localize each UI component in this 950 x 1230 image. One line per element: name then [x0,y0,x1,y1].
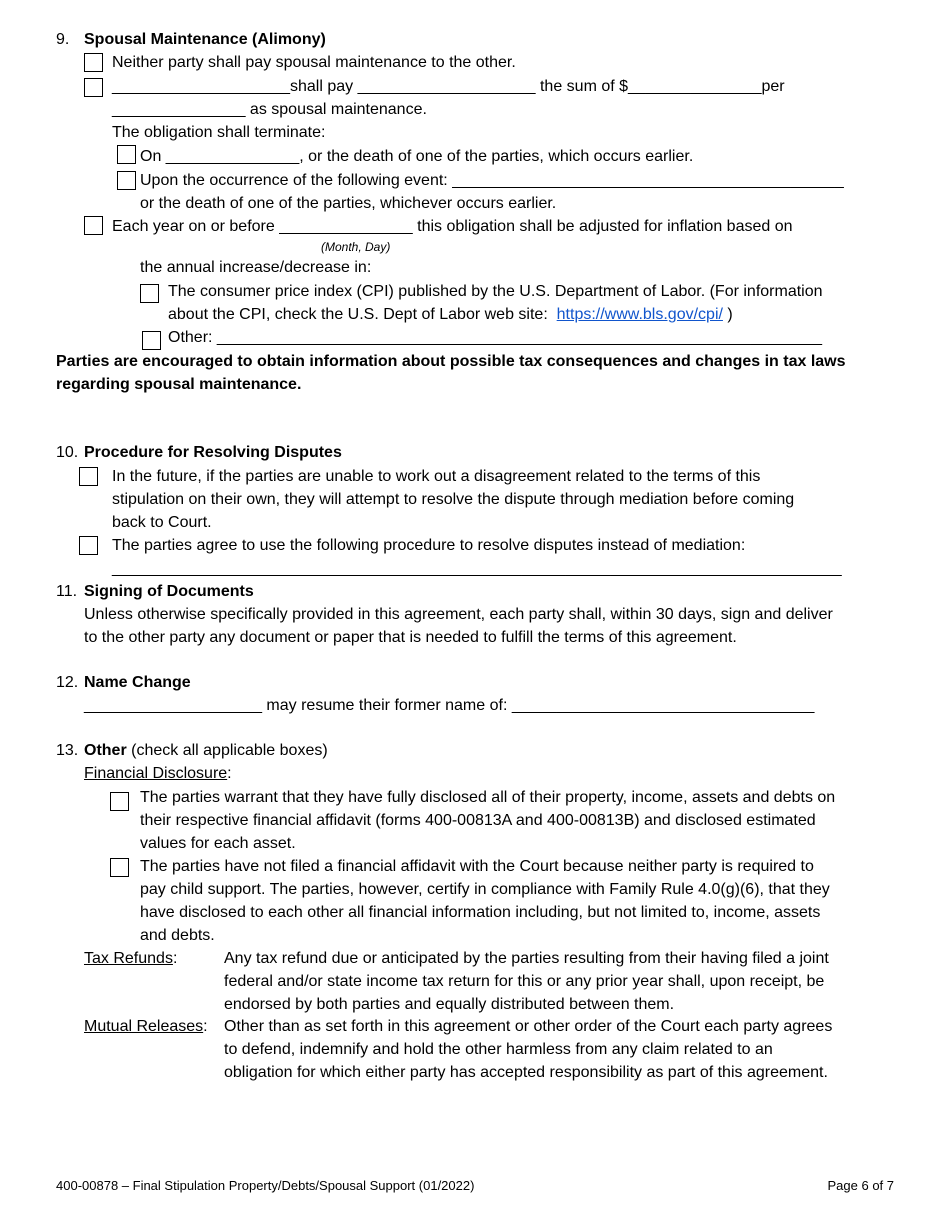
other-procedure-label: The parties agree to use the following procedure to resolve disputes instead of mediation: [112,537,746,554]
section-9-heading: Spousal Maintenance (Alimony) [84,31,326,48]
section-13-number: 13. [56,742,79,759]
section-10-heading: Procedure for Resolving Disputes [84,444,342,461]
fin-opt2-line-4: and debts. [140,927,215,944]
other-procedure-blank: __________________________________________________________________________________ [112,560,842,577]
inflation-line-1: Each year on or before _______________ this obligation shall be adjusted for inflation based on [112,218,793,235]
checkbox-terminate-on-date[interactable] [117,145,136,164]
fin-opt2-line-1: The parties have not filed a financial affidavit with the Court because neither party is required to [140,858,814,875]
checkbox-terminate-on-event[interactable] [117,171,136,190]
section-10-number: 10. [56,444,79,461]
tax-notice-line-2: regarding spousal maintenance. [56,376,302,393]
checkbox-not-filed[interactable] [110,858,129,877]
fin-opt2-line-2: pay child support. The parties, however, certify in compliance with Family Rule 4.0(g)(6), that they [140,881,830,898]
mutual-releases-line-3: obligation for which either party has accepted responsibility as part of this agreement. [224,1064,828,1081]
checkbox-fully-disclosed[interactable] [110,792,129,811]
terminate-intro: The obligation shall terminate: [112,124,326,141]
mediation-line-3: back to Court. [112,514,212,531]
tax-refunds-label: Tax Refunds [84,950,173,967]
mutual-releases-line-1: Other than as set forth in this agreement or other order of the Court each party agrees [224,1018,833,1035]
checkbox-no-maintenance[interactable] [84,53,103,72]
mutual-releases-heading [84,1017,208,1037]
cpi-line-2-text: about the CPI, check the U.S. Dept of Labor web site: [168,306,548,323]
month-day-caption: (Month, Day) [321,240,391,254]
section-11-heading: Signing of Documents [84,583,254,600]
mutual-releases-line-2: to defend, indemnify and hold the other harmless from any claim related to an [224,1041,773,1058]
terminate-event-line-1: Upon the occurrence of the following event: ____________________________________________ [140,172,844,189]
tax-refunds-heading [84,949,177,969]
cpi-line-2-close: ) [727,306,733,323]
no-maintenance-label: Neither party shall pay spousal maintenance to the other. [112,54,516,71]
pay-maintenance-line-2: _______________ as spousal maintenance. [112,101,427,118]
section-13-title [84,741,328,761]
tax-refunds-colon: : [172,950,178,967]
mediation-line-1: In the future, if the parties are unable to work out a disagreement related to the terms of this [112,468,761,485]
section-11-number: 11. [56,583,78,600]
signing-line-2: to the other party any document or paper that is needed to fulfill the terms of this agreement. [84,629,737,646]
tax-notice-line-1: Parties are encouraged to obtain information about possible tax consequences and changes in tax laws [56,353,846,370]
fin-opt2-line-3: have disclosed to each other all financial information including, but not limited to, income, assets [140,904,821,921]
tax-refunds-line-1: Any tax refund due or anticipated by the parties resulting from their having filed a joint [224,950,829,967]
section-12-heading: Name Change [84,674,191,691]
checkbox-mediation[interactable] [79,467,98,486]
checkbox-cpi[interactable] [140,284,159,303]
fin-opt1-line-3: values for each asset. [140,835,296,852]
section-13-heading: Other [84,742,127,759]
checkbox-other-procedure[interactable] [79,536,98,555]
checkbox-pay-maintenance[interactable] [84,78,103,97]
name-change-line: ____________________ may resume their former name of: __________________________________ [84,697,815,714]
cpi-link[interactable]: https://www.bls.gov/cpi/ [556,306,723,323]
tax-refunds-line-2: federal and/or state income tax return for this or any prior year shall, upon receipt, be [224,973,825,990]
other-index-label: Other: ____________________________________________________________________ [168,329,822,346]
financial-disclosure-colon: : [227,765,232,782]
footer-form-id: 400-00878 – Final Stipulation Property/Debts/Spousal Support (01/2022) [56,1178,475,1193]
terminate-event-line-2: or the death of one of the parties, whichever occurs earlier. [140,195,557,212]
signing-line-1: Unless otherwise specifically provided in this agreement, each party shall, within 30 days, sign and deliver [84,606,833,623]
inflation-line-2: the annual increase/decrease in: [140,259,372,276]
section-9-number: 9. [56,31,70,48]
tax-refunds-line-3: endorsed by both parties and equally distributed between them. [224,996,675,1013]
mediation-line-2: stipulation on their own, they will attempt to resolve the dispute through mediation before coming [112,491,795,508]
fin-opt1-line-2: their respective financial affidavit (forms 400-00813A and 400-00813B) and disclosed estimated [140,812,816,829]
checkbox-other-index[interactable] [142,331,161,350]
cpi-line-1: The consumer price index (CPI) published by the U.S. Department of Labor. (For information [168,283,823,300]
pay-maintenance-line-1: ____________________shall pay ____________________ the sum of $_______________per [112,78,785,95]
footer-page-number: Page 6 of 7 [827,1178,894,1193]
mutual-releases-label: Mutual Releases [84,1018,204,1035]
terminate-on-date-label: On _______________, or the death of one of the parties, which occurs earlier. [140,148,694,165]
checkbox-inflation-adjustment[interactable] [84,216,103,235]
financial-disclosure-label: Financial Disclosure [84,765,228,782]
mutual-releases-colon: : [203,1018,208,1035]
financial-disclosure-heading [84,764,232,784]
section-12-number: 12. [56,674,79,691]
cpi-line-2 [168,305,733,325]
section-13-note: (check all applicable boxes) [131,742,328,759]
fin-opt1-line-1: The parties warrant that they have fully disclosed all of their property, income, assets and debts on [140,789,836,806]
